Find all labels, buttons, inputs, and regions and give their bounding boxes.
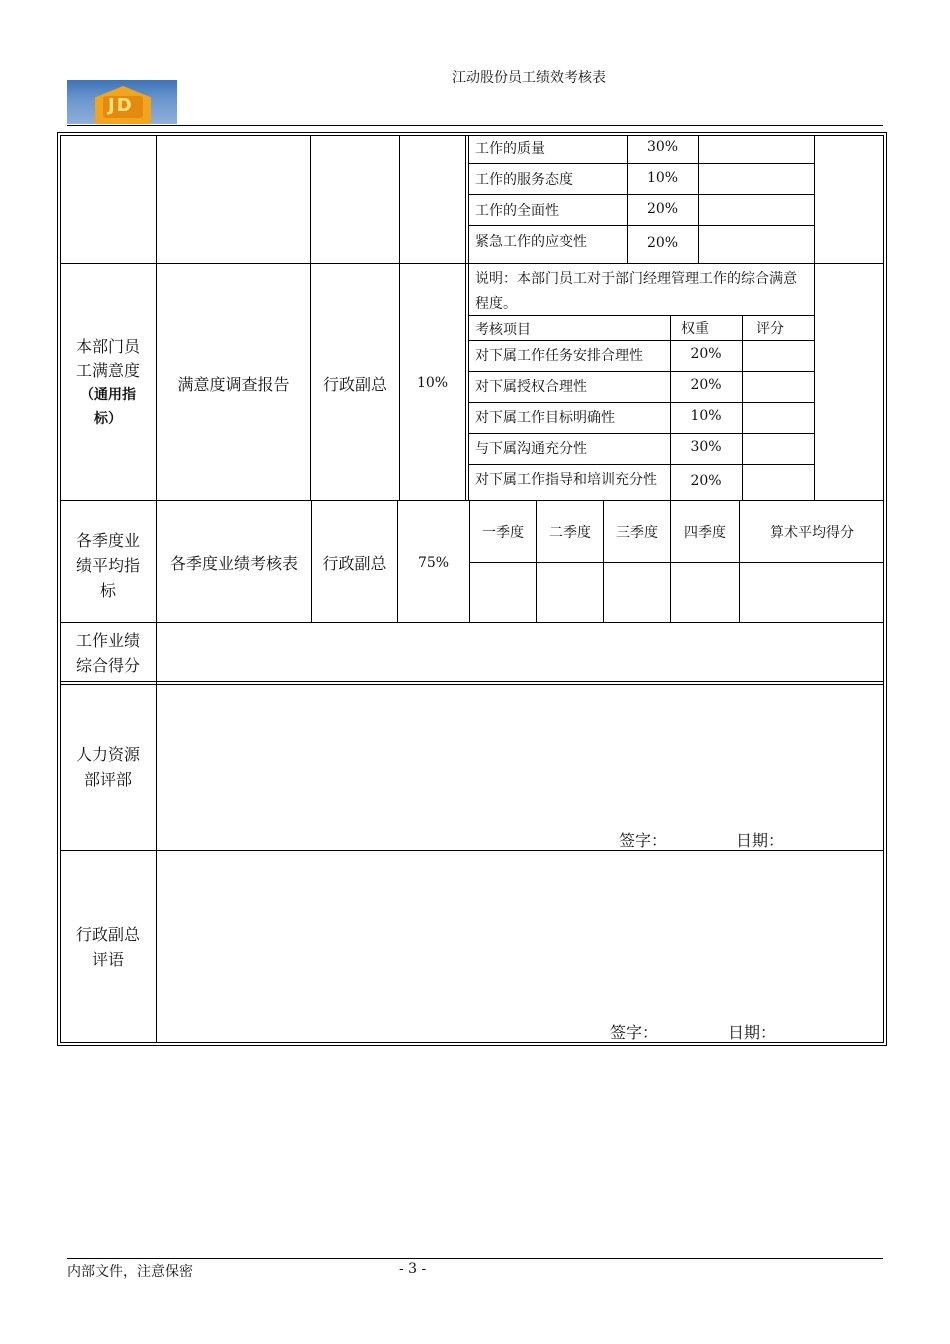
label-line: （通用指 (80, 387, 136, 403)
col-header-score: 评分 (756, 321, 784, 337)
hr-date-label: 日期： (736, 831, 785, 850)
satisfaction-label (60, 335, 156, 431)
col-divider (310, 135, 311, 500)
row-divider (468, 315, 814, 316)
row-divider (60, 622, 884, 623)
logo-text: JD (108, 95, 134, 116)
page-number: - 3 - (399, 1261, 427, 1277)
row-divider (468, 194, 814, 195)
label-line: 人力资源 (75, 745, 140, 764)
col-divider (399, 135, 400, 500)
col-header-q3: 三季度 (616, 525, 658, 541)
row-divider (468, 163, 814, 164)
col-divider (469, 500, 470, 622)
item-label: 对下属工作任务安排合理性 (475, 348, 643, 364)
col-header-q2: 二季度 (549, 525, 591, 541)
col-divider (739, 500, 740, 622)
col-divider (698, 135, 699, 263)
label-line: 综合得分 (75, 656, 140, 675)
label-line: 工作业绩 (75, 631, 140, 650)
weight-value: 10% (690, 408, 722, 424)
satisfaction-note: 说明：本部门员工对于部门经理管理工作的综合满意 (475, 271, 797, 287)
col-divider (468, 135, 469, 500)
weight-value: 10% (646, 170, 679, 186)
weight-value: 20% (690, 473, 722, 489)
row-divider (60, 684, 884, 685)
col-header-item: 考核项目 (475, 322, 531, 338)
weight-value: 20% (646, 201, 679, 217)
item-label: 工作的质量 (475, 141, 545, 157)
satisfaction-source: 满意度调查报告 (177, 374, 290, 394)
quarterly-assessor: 行政副总 (322, 553, 387, 573)
weight-value: 20% (646, 235, 679, 251)
vp-review-label (60, 922, 156, 972)
label-line: 各季度业 (75, 531, 140, 550)
col-divider (670, 500, 671, 622)
weight-value: 20% (690, 377, 722, 393)
item-label: 对下属授权合理性 (475, 379, 587, 395)
satisfaction-note: 程度。 (475, 296, 517, 312)
vp-sign-label: 签字： (610, 1023, 659, 1042)
col-divider (742, 315, 743, 500)
weight-value: 30% (646, 139, 679, 155)
overall-score-label (60, 628, 156, 678)
label-line: 绩平均指 (75, 556, 140, 575)
col-divider (603, 500, 604, 622)
row-divider (468, 371, 814, 372)
col-header-weight: 权重 (681, 321, 709, 337)
label-line: 行政副总 (75, 925, 140, 944)
col-divider (536, 500, 537, 622)
row-divider (468, 433, 814, 434)
col-divider (156, 135, 157, 1043)
item-label: 工作的全面性 (475, 203, 559, 219)
document-title: 江动股份员工绩效考核表 (452, 70, 606, 86)
company-logo (67, 80, 177, 124)
row-divider (468, 402, 814, 403)
quarterly-source: 各季度业绩考核表 (169, 553, 298, 573)
row-divider (468, 464, 814, 465)
satisfaction-assessor: 行政副总 (322, 374, 387, 394)
footer-rule (67, 1258, 883, 1259)
footer-note: 内部文件，注意保密 (67, 1264, 193, 1280)
row-divider (60, 500, 884, 501)
row-divider (60, 681, 884, 682)
label-line: 本部门员 (75, 337, 140, 356)
satisfaction-weight: 10% (416, 375, 449, 391)
quarterly-label (60, 528, 156, 603)
item-label: 工作的服务态度 (475, 172, 573, 188)
label-line: 评语 (91, 950, 124, 969)
row-divider (468, 340, 814, 341)
weight-value: 20% (690, 346, 722, 362)
label-line: 部评部 (83, 770, 132, 789)
row-divider (60, 263, 884, 264)
label-line: 标 (99, 581, 116, 600)
col-header-q1: 一季度 (482, 525, 524, 541)
col-divider (814, 135, 815, 500)
hr-review-label (60, 742, 156, 792)
col-divider (465, 135, 466, 500)
item-label: 对下属工作指导和培训充分性 (475, 472, 657, 488)
row-divider (469, 562, 884, 563)
quarterly-weight: 75% (417, 555, 450, 571)
header-rule (67, 125, 883, 126)
item-label: 对下属工作目标明确性 (475, 410, 615, 426)
item-label: 紧急工作的应变性 (475, 234, 587, 250)
col-header-q4: 四季度 (684, 525, 726, 541)
weight-value: 30% (690, 439, 722, 455)
row-divider (468, 225, 814, 226)
vp-date-label: 日期： (728, 1023, 777, 1042)
label-line: 标） (94, 411, 122, 427)
col-header-average: 算术平均得分 (770, 525, 854, 541)
hr-sign-label: 签字： (619, 831, 668, 850)
item-label: 与下属沟通充分性 (475, 441, 587, 457)
label-line: 工满意度 (75, 361, 140, 380)
